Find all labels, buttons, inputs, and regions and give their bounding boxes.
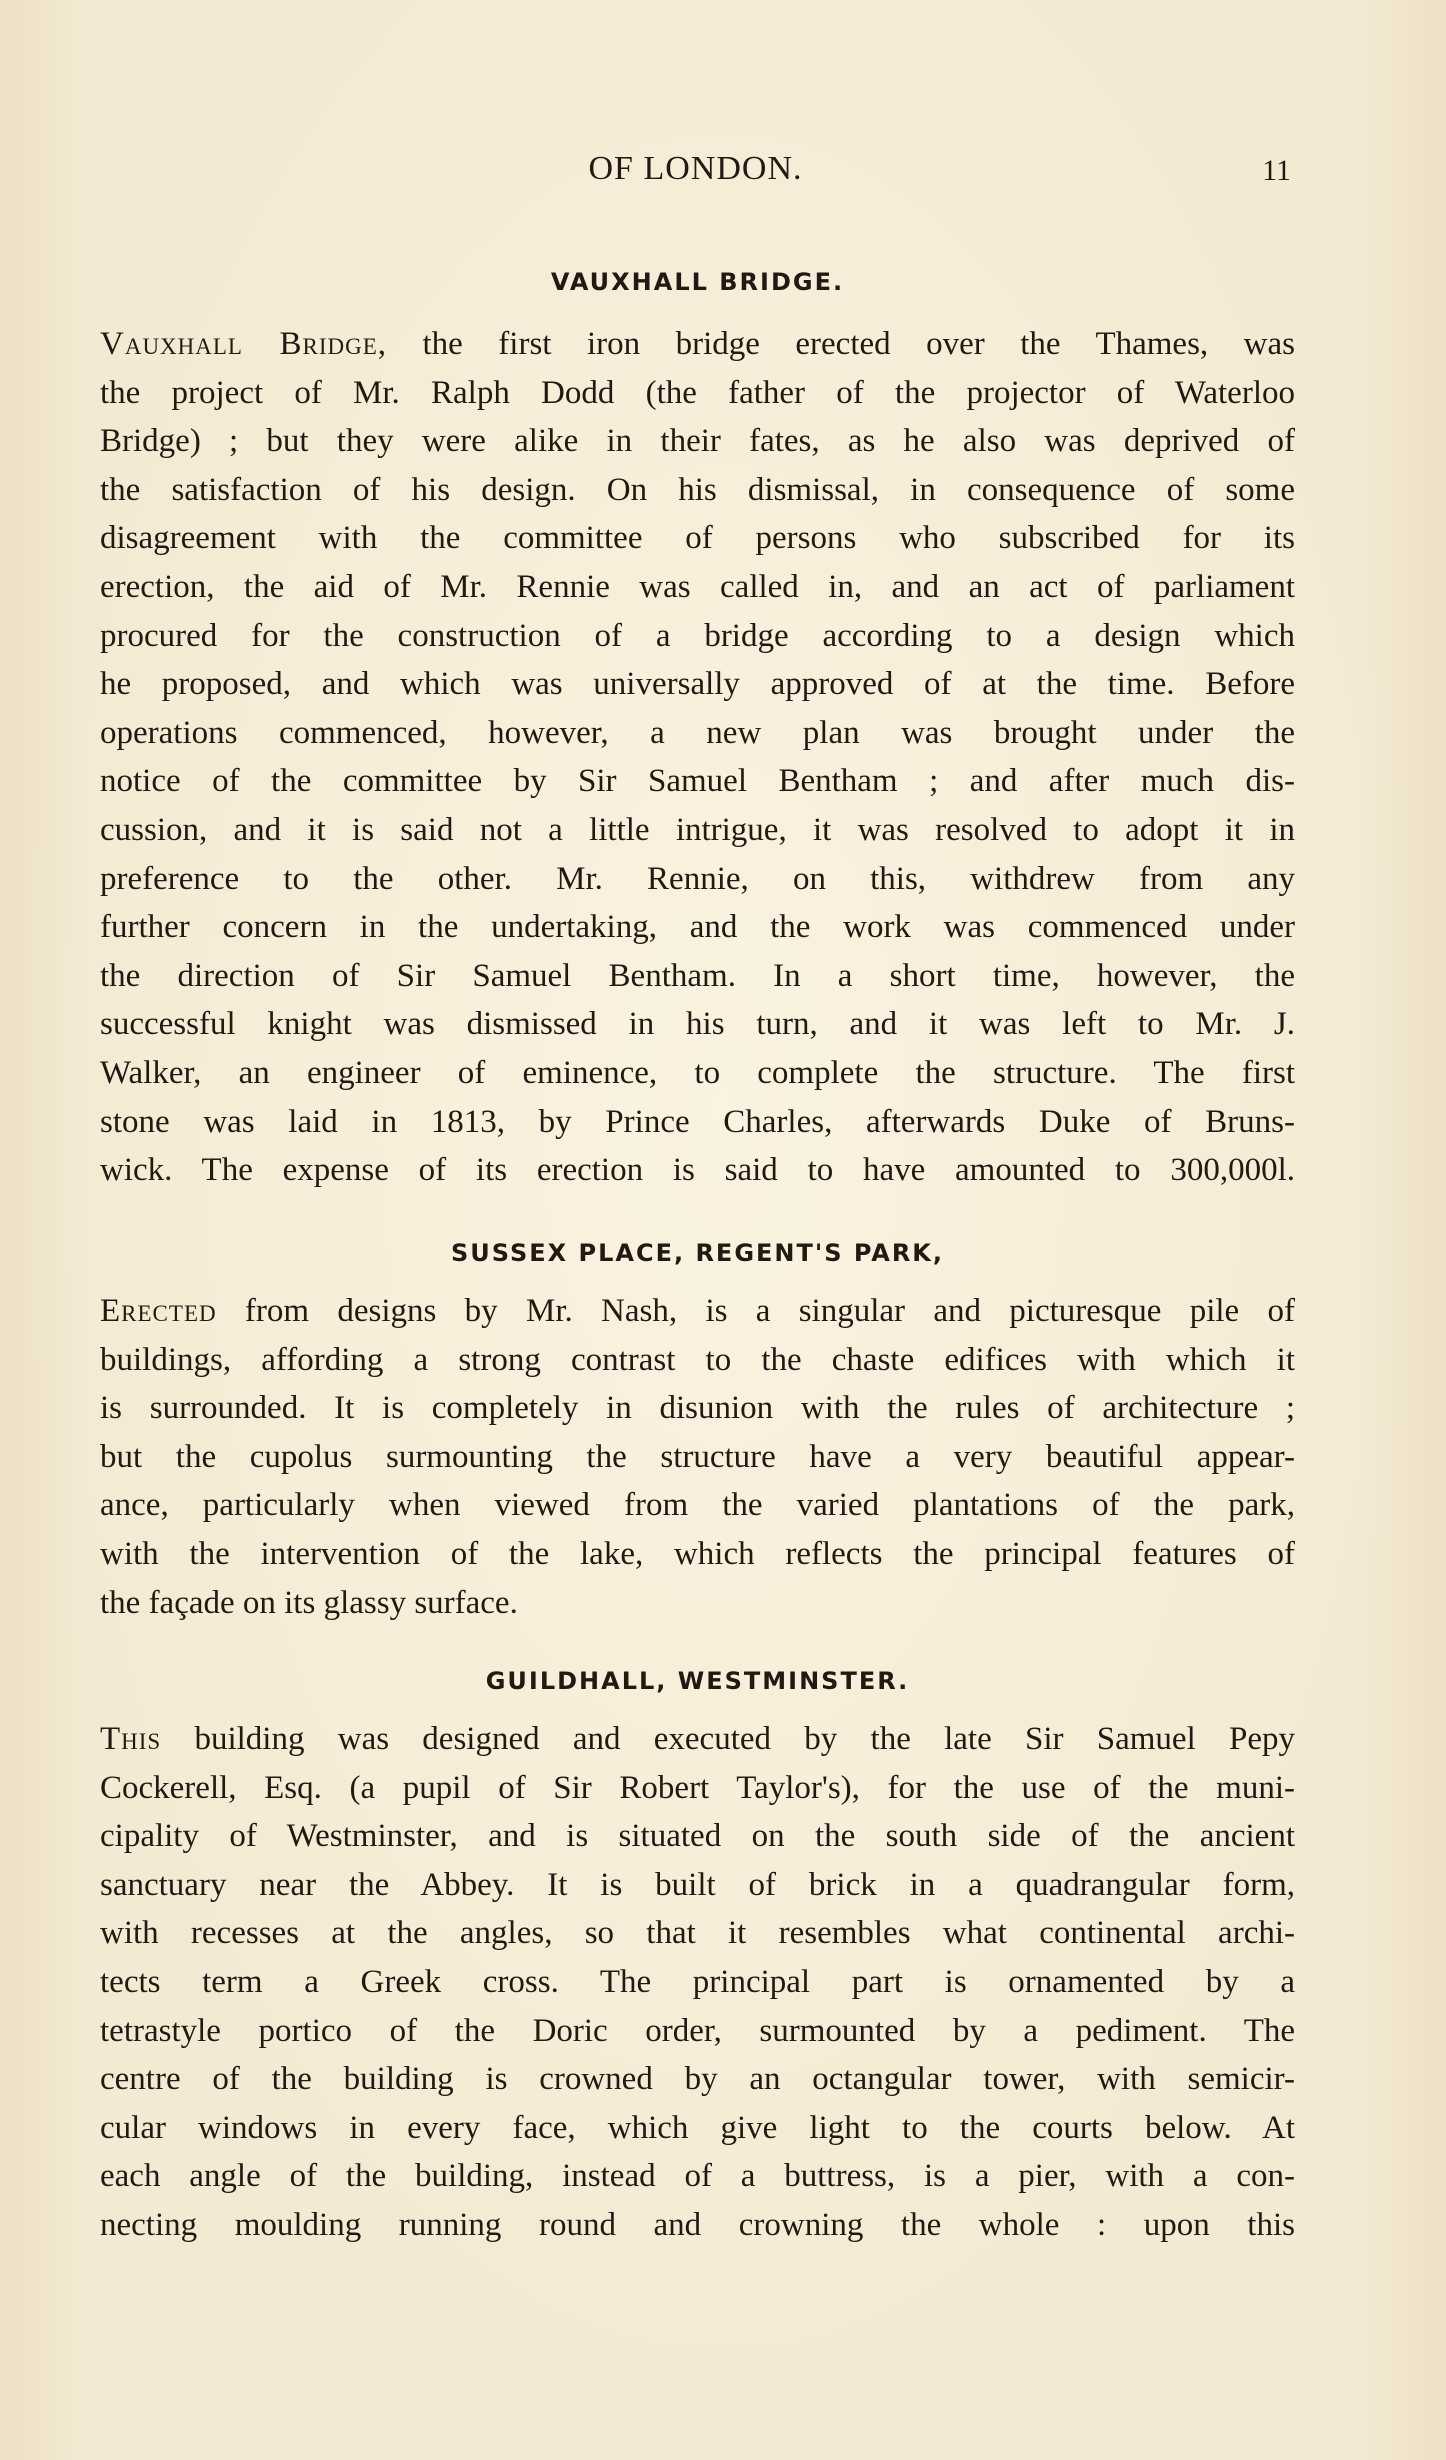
text-line: Cockerell, Esq. (a pupil of Sir Robert Taylor's), for the use of the muni- [100, 1769, 1295, 1806]
text-line: centre of the building is crowned by an octangular tower, with semicir- [100, 2061, 1295, 2098]
text-line: ance, particularly when viewed from the varied plantations of the park, [100, 1487, 1295, 1524]
running-title: OF LONDON. [588, 150, 803, 187]
text-line: the façade on its glassy surface. [100, 1584, 518, 1621]
text-line: notice of the committee by Sir Samuel Bentham ; and after much dis- [100, 763, 1295, 800]
text-line: stone was laid in 1813, by Prince Charles, afterwards Duke of Bruns- [100, 1103, 1295, 1140]
text-line: necting moulding running round and crowning the whole : upon this [100, 2206, 1295, 2243]
page-number: 11 [1262, 154, 1291, 187]
text-line: further concern in the undertaking, and the work was commenced under [100, 909, 1295, 946]
text-line: procured for the construction of a bridge according to a design which [100, 617, 1295, 654]
text-line: tects term a Greek cross. The principal part is ornamented by a [100, 1963, 1295, 2000]
text-line: buildings, affording a strong contrast to the chaste edifices with which it [100, 1341, 1295, 1378]
text-line: Erected from designs by Mr. Nash, is a singular and picturesque pile of [100, 1293, 1295, 1329]
text-line: sanctuary near the Abbey. It is built of brick in a quadrangular form, [100, 1866, 1295, 1903]
text-line: is surrounded. It is completely in disunion with the rules of architecture ; [100, 1390, 1295, 1427]
text-line: preference to the other. Mr. Rennie, on this, withdrew from any [100, 860, 1295, 897]
text-line: cussion, and it is said not a little intrigue, it was resolved to adopt it in [100, 811, 1295, 848]
running-head [100, 150, 1291, 190]
text-line: the satisfaction of his design. On his dismissal, in consequence of some [100, 471, 1295, 508]
text-line: he proposed, and which was universally approved of at the time. Before [100, 666, 1295, 703]
text-line: Walker, an engineer of eminence, to complete the structure. The first [100, 1054, 1295, 1091]
lead-words: Vauxhall Bridge, [100, 326, 387, 362]
text-line: operations commenced, however, a new plan was brought under the [100, 714, 1295, 751]
text-line: successful knight was dismissed in his turn, and it was left to Mr. J. [100, 1006, 1295, 1043]
lead-words: Erected [100, 1293, 217, 1329]
text-line: with recesses at the angles, so that it resembles what continental archi- [100, 1915, 1295, 1952]
text-line: but the cupolus surmounting the structure have a very beautiful appear- [100, 1438, 1295, 1475]
text-line: cipality of Westminster, and is situated on the south side of the ancient [100, 1818, 1295, 1855]
section-guildhall-westminster [100, 1661, 1295, 2250]
text-line: disagreement with the committee of persons who subscribed for its [100, 520, 1295, 557]
text-line: cular windows in every face, which give light to the courts below. At [100, 2109, 1295, 2146]
section-heading: VAUXHALL BRIDGE. [550, 268, 845, 296]
text-line: with the intervention of the lake, which reflects the principal features of [100, 1535, 1295, 1572]
text-line: the direction of Sir Samuel Bentham. In a short time, however, the [100, 957, 1295, 994]
section-vauxhall-bridge [100, 262, 1295, 1195]
text-line: the project of Mr. Ralph Dodd (the father of the projector of Waterloo [100, 374, 1295, 411]
section-body [100, 1287, 1295, 1627]
section-heading: SUSSEX PLACE, REGENT'S PARK, [450, 1239, 945, 1267]
text-line: erection, the aid of Mr. Rennie was called in, and an act of parliament [100, 568, 1295, 605]
section-body [100, 1715, 1295, 2250]
section-sussex-place [100, 1233, 1295, 1627]
lead-words: This [100, 1721, 162, 1757]
text-line: Bridge) ; but they were alike in their fates, as he also was deprived of [100, 423, 1295, 460]
section-body [100, 320, 1295, 1195]
text-line: each angle of the building, instead of a buttress, is a pier, with a con- [100, 2158, 1295, 2195]
text-line: tetrastyle portico of the Doric order, surmounted by a pediment. The [100, 2012, 1295, 2049]
text-line: Vauxhall Bridge, the first iron bridge erected over the Thames, was [100, 326, 1295, 362]
section-heading: GUILDHALL, WESTMINSTER. [485, 1667, 910, 1695]
text-line: This building was designed and executed by the late Sir Samuel Pepy [100, 1721, 1295, 1757]
text-line: wick. The expense of its erection is said to have amounted to 300,000l. [100, 1152, 1295, 1189]
